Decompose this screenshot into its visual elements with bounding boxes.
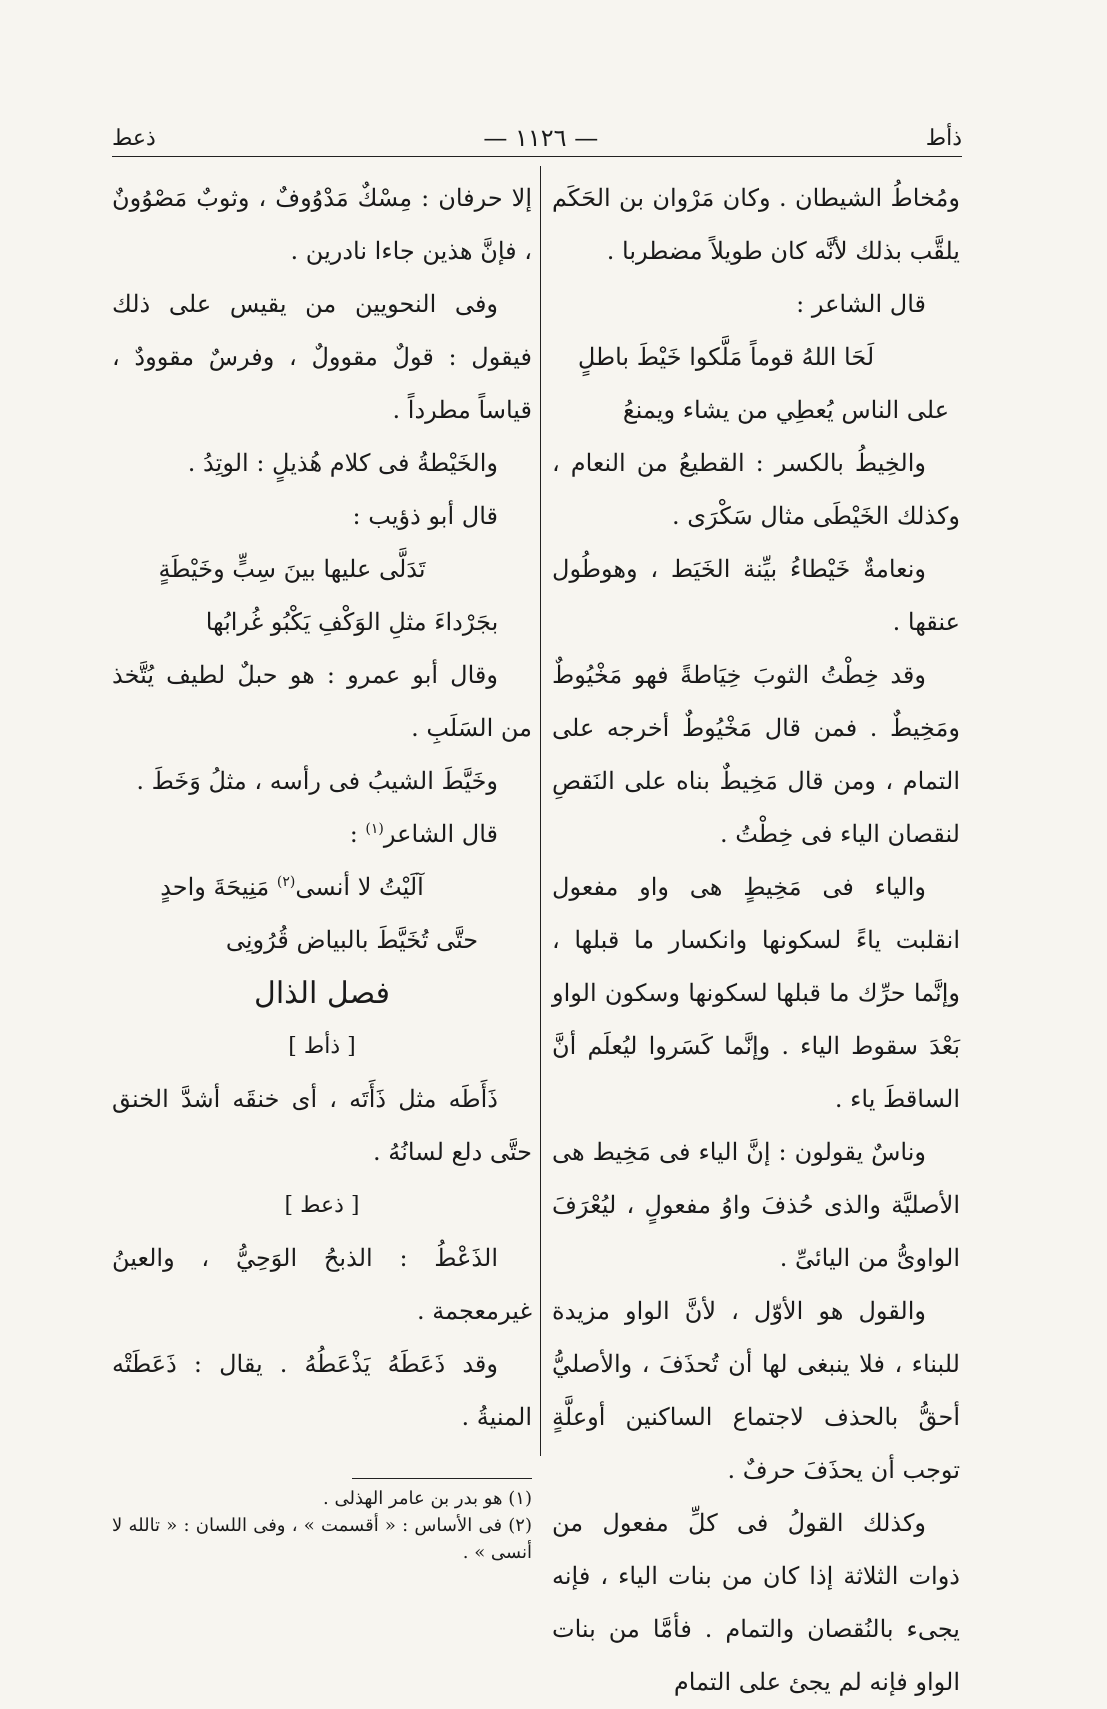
footnote-ref: (١)	[365, 821, 384, 837]
verse-line: تَدَلَّى عليها بينَ سِبٍّ وخَيْطَةٍ	[158, 555, 426, 583]
poet-intro: قال أبو ذؤيب :	[352, 502, 498, 530]
entry-heading: [ ذعط ]	[284, 1193, 360, 1218]
paragraph: الذَعْطُ : الذبحُ الوَحِيُّ ، والعينُ غيرمعجمة .	[112, 1244, 532, 1325]
footnotes	[112, 1485, 532, 1566]
paragraph: والقول هو الأوّل ، لأنَّ الواو مزيدة للبناء ، فلا ينبغى لها أن تُحذَفَ ، والأصليُّ أحقُّ بالحذف لاجتماع الساكنين أوعلَّةٍ توجب أن يحذَفَ حرفٌ .	[552, 1297, 960, 1484]
verse-line: حتَّى تُخَيَّطَ بالبياض قُرُونِى	[225, 926, 479, 954]
column-divider	[540, 166, 541, 1456]
paragraph: والياء فى مَخِيطٍ هى واو مفعول انقلبت ياءً لسكونها وانكسار ما قبلها ، وإنَّما حرِّك ما قبلها لسكونها وسكون الواو بَعْدَ سقوط الياء . وإنَّما كَسَروا ليُعلَم أنَّ الساقطَ ياء .	[552, 873, 960, 1113]
footnote: (١) هو بدر بن عامر الهذلى .	[323, 1488, 532, 1509]
paragraph: وقد خِطْتُ الثوبَ خِيَاطةً فهو مَخْيُوطٌ ومَخِيطٌ . فمن قال مَخْيُوطٌ أخرجه على التمام ، ومن قال مَخِيطٌ بناه على النَقصِ لنقصان الياء فى خِطْتُ .	[552, 661, 960, 848]
paragraph: والخِيطُ بالكسر : القطيعُ من النعام ، وكذلك الخَيْطَى مثال سَكْرَى .	[552, 449, 960, 530]
footnote-rule	[352, 1478, 532, 1479]
verse-line: على الناس يُعطِي من يشاء ويمنعُ	[622, 396, 950, 424]
paragraph: ومُخاطُ الشيطان . وكان مَرْوان بن الحَكَم يلقَّب بذلك لأنَّه كان طويلاً مضطربا .	[552, 184, 960, 265]
page-number: — ١١٢٦ —	[483, 124, 599, 152]
paragraph: إلا حرفان : مِسْكٌ مَدْوُوفٌ ، وثوبٌ مَصْوُونٌ ، فإنَّ هذين جاءا نادرين .	[112, 184, 532, 265]
section-title: فصل الذال	[254, 976, 390, 1011]
right-column	[552, 172, 960, 1696]
paragraph: وناسٌ يقولون : إنَّ الياء فى مَخِيط هى الأصليَّة والذى حُذفَ واوُ مفعولٍ ، ليُعْرَفَ الواوىُّ من اليائىِّ .	[552, 1138, 960, 1272]
page-header	[112, 118, 962, 158]
poet-intro	[112, 808, 532, 861]
footnote: (٢) فى الأساس : « أقسمت » ، وفى اللسان : « تالله لا أنسى » .	[112, 1515, 532, 1563]
verse-line: لَحَا اللهُ قوماً مَلَّكوا خَيْطَ باطلٍ	[577, 343, 875, 371]
verse-line: بجَرْداءَ مثلِ الوَكْفِ يَكْبُو غُرابُها	[205, 608, 499, 636]
entry-heading: [ ذأط ]	[288, 1034, 356, 1059]
paragraph: وفى النحويين من يقيس على ذلك فيقول : قولٌ مقوولٌ ، وفرسٌ مقوودٌ ، قياساً مطرداً .	[112, 290, 532, 424]
verse-text: مَنِيحَةَ واحدٍ	[160, 873, 277, 901]
verse-line	[112, 861, 532, 914]
poet-intro-text: قال الشاعر	[383, 820, 498, 848]
paragraph: وكذلك القولُ فى كلِّ مفعول من ذوات الثلاثة إذا كان من بنات الياء ، فإنه يجىء بالنُقصان والتمام . فأمَّا من بنات الواو فإنه لم يجئ على التمام	[552, 1509, 960, 1696]
header-rule	[112, 156, 962, 157]
paragraph: وقد ذَعَطَهُ يَذْعَطُهُ . يقال : ذَعَطَتْه المنيةُ .	[112, 1350, 532, 1431]
poet-intro-colon: :	[349, 820, 366, 848]
poet-intro: قال الشاعر :	[796, 290, 926, 318]
paragraph: ذَأَطَه مثل ذَأَتَه ، أى خنقَه أشدَّ الخنق حتَّى دلع لسانُهُ .	[112, 1085, 532, 1166]
footnote-ref: (٢)	[276, 874, 296, 890]
paragraph: وخَيَّطَ الشيبُ فى رأسه ، مثلُ وَخَطَ .	[136, 767, 498, 795]
paragraph: والخَيْطةُ فى كلام هُذيلٍ : الوتِدُ .	[187, 449, 498, 477]
left-column	[112, 172, 532, 1563]
verse-text: آلَيْتُ لا أنسى	[295, 873, 424, 901]
paragraph: وقال أبو عمرو : هو حبلٌ لطيف يُتَّخذ من السَلَبِ .	[112, 661, 532, 742]
header-left-entry-word: ذعط	[112, 125, 156, 151]
paragraph: ونعامةٌ خَيْطاءُ بيِّنة الخَيَط ، وهوطُول عنقها .	[552, 555, 960, 636]
header-right-entry-word: ذأط	[925, 125, 962, 151]
